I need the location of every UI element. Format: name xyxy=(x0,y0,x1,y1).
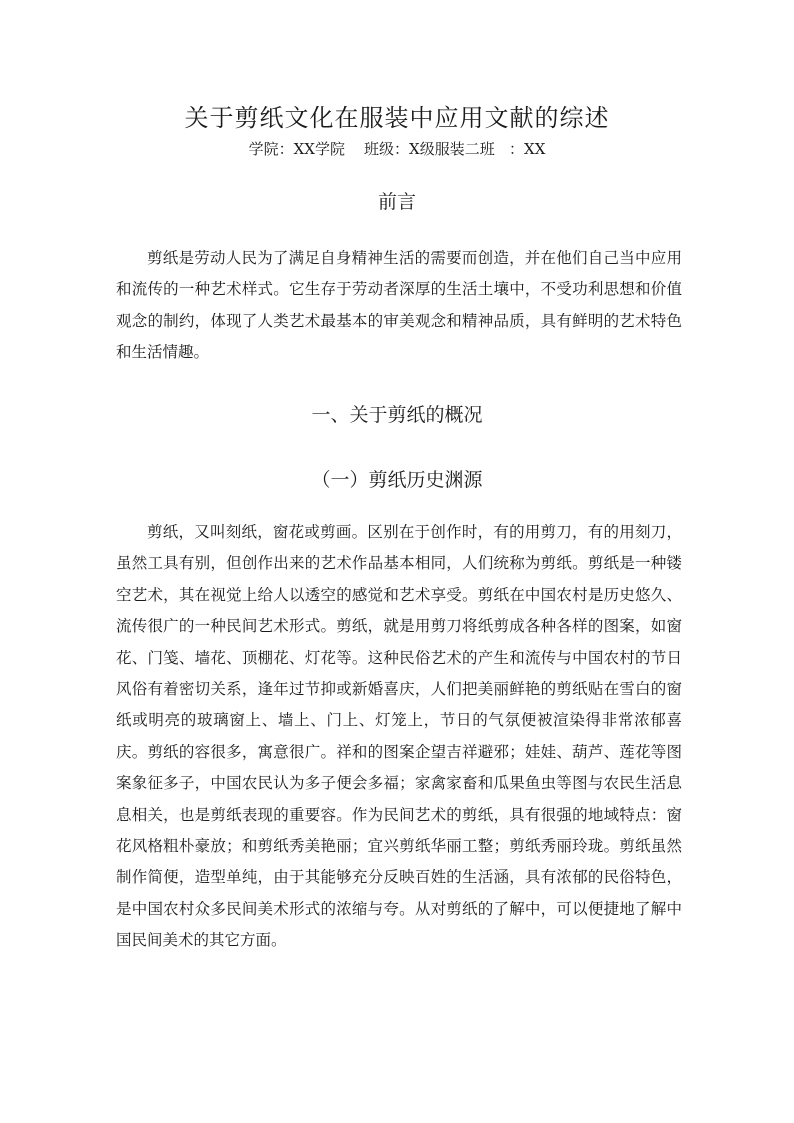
section-heading: 一、关于剪纸的概况 xyxy=(311,404,483,426)
body-paragraph: 剪纸，又叫刻纸，窗花或剪画。区别在于创作时，有的用剪刀，有的用刻刀，虽然工具有别，但创作出来的艺术作品基本相同，人们统称为剪纸。剪纸是一种镂空艺术，其在视觉上给人以透空的感觉和艺术享受。剪纸在中国农村是历史悠久、流传很广的一种民间艺术形式。剪纸，就是用剪刀将纸剪成各种各样的图案，如窗花、门笺、墙花、顶棚花、灯花等。这种民俗艺术的产生和流传与中国农村的节日风俗有着密切关系，逢年过节抑或新婚喜庆，人们把美丽鲜艳的剪纸贴在雪白的窗纸或明亮的玻璃窗上、墙上、门上、灯笼上，节日的气氛便被渲染得非常浓郁喜庆。剪纸的容很多，寓意很广。祥和的图案企望吉祥避邪；娃娃、葫芦、莲花等图案象征多子，中国农民认为多子便会多福；家禽家畜和瓜果鱼虫等图与农民生活息息相关，也是剪纸表现的重要容。作为民间艺术的剪纸，具有很强的地域特点：窗花风格粗朴豪放；和剪纸秀美艳丽；宜兴剪纸华丽工整；剪纸秀丽玲珑。剪纸虽然制作简便，造型单纯，由于其能够充分反映百姓的生活涵，具有浓郁的民俗特色，是中国农村众多民间美术形式的浓缩与夸。从对剪纸的了解中，可以便捷地了解中国民间美术的其它方面。 xyxy=(116,523,682,950)
preface-paragraph: 剪纸是劳动人民为了满足自身精神生活的需要而创造，并在他们自己当中应用和流传的一种艺术样式。它生存于劳动者深厚的生活土壤中，不受功利思想和价值观念的制约，体现了人类艺术最基本的审美观念和精神品质，具有鲜明的艺术特色和生活情趣。 xyxy=(116,249,682,362)
subsection-heading: （一）剪纸历史渊源 xyxy=(311,469,483,491)
document-title: 关于剪纸文化在服装中应用文献的综述 xyxy=(184,104,610,132)
author-info-line: 学院：XX学院 班级：X级服装二班 ：XX xyxy=(248,140,546,158)
preface-heading: 前言 xyxy=(377,191,416,213)
